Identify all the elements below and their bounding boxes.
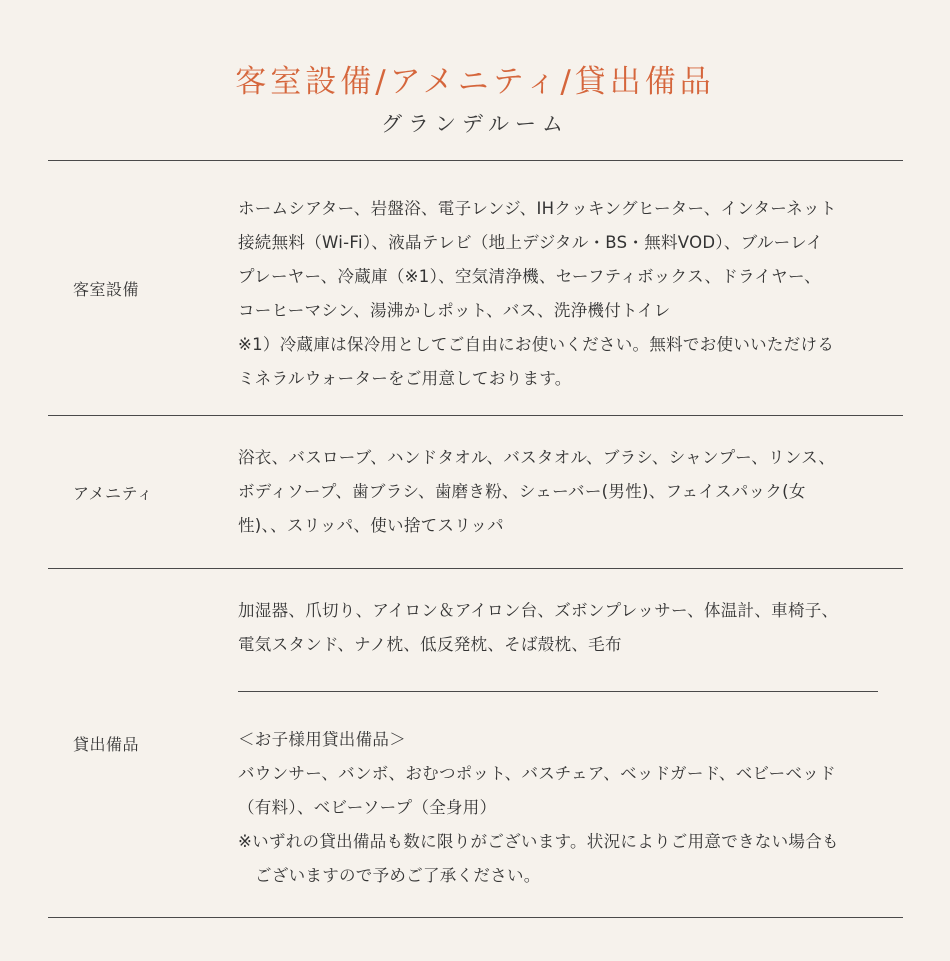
page-header xyxy=(0,0,950,139)
rental-items-description xyxy=(238,569,878,917)
amenities-description xyxy=(238,416,878,568)
table-row-rental-items xyxy=(48,569,903,918)
rental-note: ※いずれの貸出備品も数に限りがございます。状況によりご用意できない場合も xyxy=(238,832,839,851)
text-line: ホームシアター、岩盤浴、電子レンジ、IHクッキングヒーター、インターネット xyxy=(238,199,837,218)
section-divider xyxy=(238,691,878,692)
page-title: 客室設備/アメニティ/貸出備品 xyxy=(235,64,715,100)
text-line: プレーヤー、冷蔵庫（※1）、空気清浄機、セーフティボックス、ドライヤー、 xyxy=(238,267,821,286)
text-line: バウンサー、バンボ、おむつポット、バスチェア、ベッドガード、ベビーベッド xyxy=(238,764,836,783)
facilities-table xyxy=(48,160,903,918)
text-line: 電気スタンド、ナノ枕、低反発枕、そば殻枕、毛布 xyxy=(238,635,622,654)
table-row-room-equipment xyxy=(48,161,903,416)
text-line: 加湿器、爪切り、アイロン＆アイロン台、ズボンプレッサー、体温計、車椅子、 xyxy=(238,601,839,620)
kids-rental-heading: ＜お子様用貸出備品＞ xyxy=(238,730,406,749)
text-line: （有料）、ベビーソープ（全身用） xyxy=(238,798,497,817)
rental-note-continued: ございますので予めご了承ください。 xyxy=(255,866,541,885)
text-line: ミネラルウォーターをご用意しております。 xyxy=(238,369,572,388)
row-label-amenities: アメニティ xyxy=(73,483,154,503)
table-row-amenities xyxy=(48,416,903,569)
text-line: ボディソープ、歯ブラシ、歯磨き粉、シェーバー(男性)、フェイスパック(女 xyxy=(238,482,806,501)
text-line: 性)、、スリッパ、使い捨てスリッパ xyxy=(238,516,504,535)
text-line: ※1）冷蔵庫は保冷用としてご自由にお使いください。無料でお使いいただける xyxy=(238,335,835,354)
row-label-rental-items: 貸出備品 xyxy=(73,734,140,754)
room-name-subtitle: グランデルーム xyxy=(381,112,569,136)
text-line: コーヒーマシン、湯沸かしポット、バス、洗浄機付トイレ xyxy=(238,301,671,320)
text-line: 接続無料（Wi-Fi）、液晶テレビ（地上デジタル・BS・無料VOD）、ブルーレイ xyxy=(238,233,823,252)
row-label-room-equipment: 客室設備 xyxy=(73,279,140,299)
room-equipment-description xyxy=(238,161,878,415)
text-line: 浴衣、バスローブ、ハンドタオル、バスタオル、ブラシ、シャンプー、リンス、 xyxy=(238,448,836,467)
